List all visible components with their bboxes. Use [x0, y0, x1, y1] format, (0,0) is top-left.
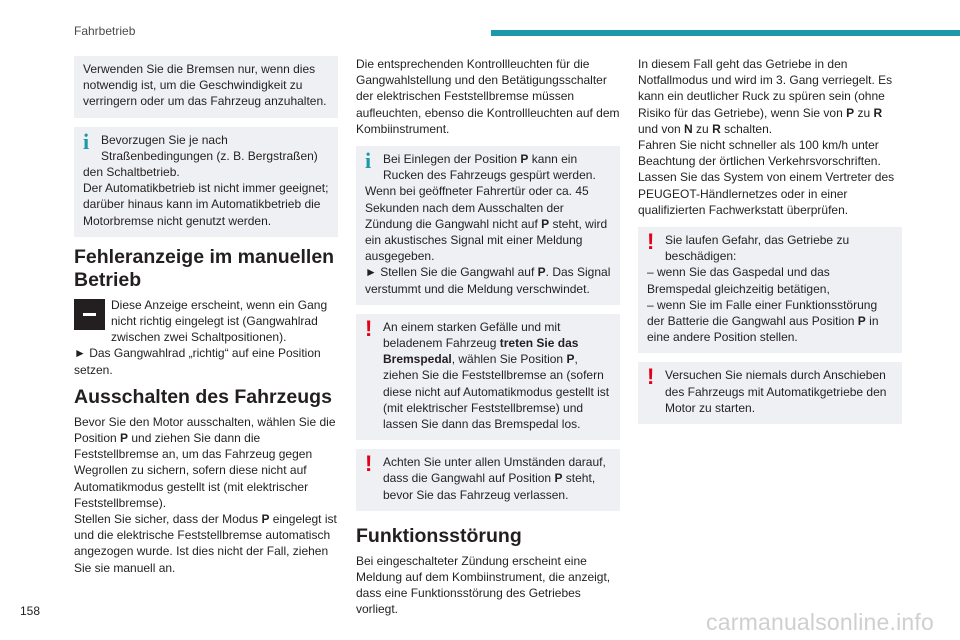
- indicator-text: Die entsprechenden Kontrollleuchten für die Gangwahlstellung und den Betätigungsschalter der elektrischen Feststellbremse müssen aufleuchten, ebenso die Kontrollleuchten auf dem Kombiinstrument.: [356, 57, 620, 136]
- warning-box-push-start: ! Versuchen Sie niemals durch Anschieben des Fahrzeugs mit Automatikgetriebe den Motor zu starten.: [638, 362, 902, 424]
- heading-malfunction: Funktionsstörung: [356, 524, 522, 547]
- section-title: Fahrbetrieb: [74, 24, 136, 38]
- watermark: carmanualsonline.info: [706, 609, 934, 635]
- switch-off-text-2: Stellen Sie sicher, dass der Modus P eingelegt ist und die elektrische Feststellbremse automatisch angezogen wurde. Ist dies nicht der Fall, ziehen Sie sie manuell an.: [74, 512, 337, 575]
- info-icon: i: [83, 128, 90, 154]
- info-more: Der Automatikbetrieb ist nicht immer geeignet; darüber hinaus kann im Automatikbetrieb die Motorbremse nicht genutzt werden.: [83, 181, 329, 228]
- fault-section: [74, 297, 338, 378]
- warning-item-battery: – wenn Sie im Falle einer Funktionsstörung der Batterie die Gangwahl aus Position P in eine andere Position stellen.: [647, 297, 879, 345]
- warning-box-leave-vehicle: ! Achten Sie unter allen Umständen darauf, dass die Gangwahl auf Position P steht, bevor Sie das Fahrzeug verlassen.: [356, 449, 620, 511]
- info-rest: den Schaltbetrieb.: [83, 165, 180, 180]
- page-number: 158: [20, 604, 41, 618]
- heading-fault-display: Fehleranzeige im manuellen Betrieb: [74, 245, 335, 291]
- gear-fault-icon: [74, 299, 105, 330]
- note-brakes: [74, 56, 338, 118]
- column-3: [638, 56, 902, 433]
- header-accent-bar: [491, 30, 960, 36]
- emergency-mode-text: In diesem Fall geht das Getriebe in den Notfallmodus und wird im 3. Gang verriegelt. Es kann ein deutlicher Ruck zu spüren sein (ohne Risiko für das Getriebe), wenn Sie von P zu R und von N zu R schalten.: [638, 57, 893, 136]
- warning-icon: !: [647, 364, 655, 390]
- note-text: Verwenden Sie die Bremsen nur, wenn dies notwendig ist, um die Geschwindigkeit zu verringern oder um das Fahrzeug anzuhalten.: [83, 62, 327, 109]
- switch-off-text-1: Bevor Sie den Motor ausschalten, wählen Sie die Position P und ziehen Sie dann die Feststellbremse an, um das Fahrzeug gegen Wegrollen zu sichern, sofern diese nicht auf Automatikmodus gestellt ist (mit elektrischer Feststellbremse).: [74, 414, 336, 510]
- warning-box-damage: ! Sie laufen Gefahr, das Getriebe zu beschädigen: – wenn Sie das Gaspedal und das Bremspedal gleichzeitig betätigen, – wenn Sie im Falle einer Funktionsstörung der Batterie die Gangwahl aus Position P in eine andere Position stellen.: [638, 227, 902, 353]
- heading-switch-off: Ausschalten des Fahrzeugs: [74, 385, 332, 408]
- warning-icon: !: [365, 315, 373, 341]
- column-1: [74, 56, 338, 576]
- warning-icon: !: [647, 229, 655, 255]
- info-box-position-p: i Bei Einlegen der Position P kann ein Rucken des Fahrzeugs gespürt werden. Wenn bei geöffneter Fahrertür oder ca. 45 Sekunden nach dem Ausschalten der Zündung die Gangwahl nicht auf P steht, wird ein akustisches Signal mit einer Meldung ausgegeben. ► Stellen Sie die Gangwahl auf P. Das Signal verstummt und die Meldung verschwindet.: [356, 146, 620, 305]
- info-box-shift-mode: [74, 127, 338, 237]
- info-step: ► Stellen Sie die Gangwahl auf P. Das Signal verstummt und die Meldung verschwindet.: [365, 265, 611, 296]
- warning-item-pedals: – wenn Sie das Gaspedal und das Bremspedal gleichzeitig betätigen,: [647, 265, 830, 296]
- speed-limit-text: Fahren Sie nicht schneller als 100 km/h unter Beachtung der örtlichen Verkehrsvorschriften. Lassen Sie das System von einem Vertreter des PEUGEOT-Händlernetzes oder in einer qualifizierten Fachwerkstatt überprüfen.: [638, 138, 895, 217]
- info-acoustic: Wenn bei geöffneter Fahrertür oder ca. 45 Sekunden nach dem Ausschalten der Zündung die Gangwahl nicht auf P steht, wird ein akustisches Signal mit einer Meldung ausgegeben.: [365, 184, 608, 264]
- fault-step: ► Das Gangwahlrad „richtig“ auf eine Position setzen.: [74, 346, 321, 377]
- column-2: [356, 56, 620, 618]
- fault-text: Diese Anzeige erscheint, wenn ein Gang nicht richtig eingelegt ist (Gangwahlrad zwischen zwei Schaltpositionen).: [111, 297, 328, 345]
- warning-box-slope: ! An einem starken Gefälle und mit beladenem Fahrzeug treten Sie das Bremspedal, wählen Sie Position P, ziehen Sie die Feststellbremse an (sofern diese nicht auf Automatikmodus gestellt ist (mit elektrischer Feststellbremse) und lassen Sie dann das Bremspedal los.: [356, 314, 620, 440]
- info-lead: Bevorzugen Sie je nach Straßenbedingungen (z. B. Bergstraßen): [101, 132, 318, 163]
- info-icon: i: [365, 148, 372, 174]
- malfunction-text: Bei eingeschalteter Zündung erscheint eine Meldung auf dem Kombiinstrument, die anzeigt, dass eine Funktionsstörung des Getriebes vorliegt.: [356, 553, 611, 617]
- warning-icon: !: [365, 451, 373, 477]
